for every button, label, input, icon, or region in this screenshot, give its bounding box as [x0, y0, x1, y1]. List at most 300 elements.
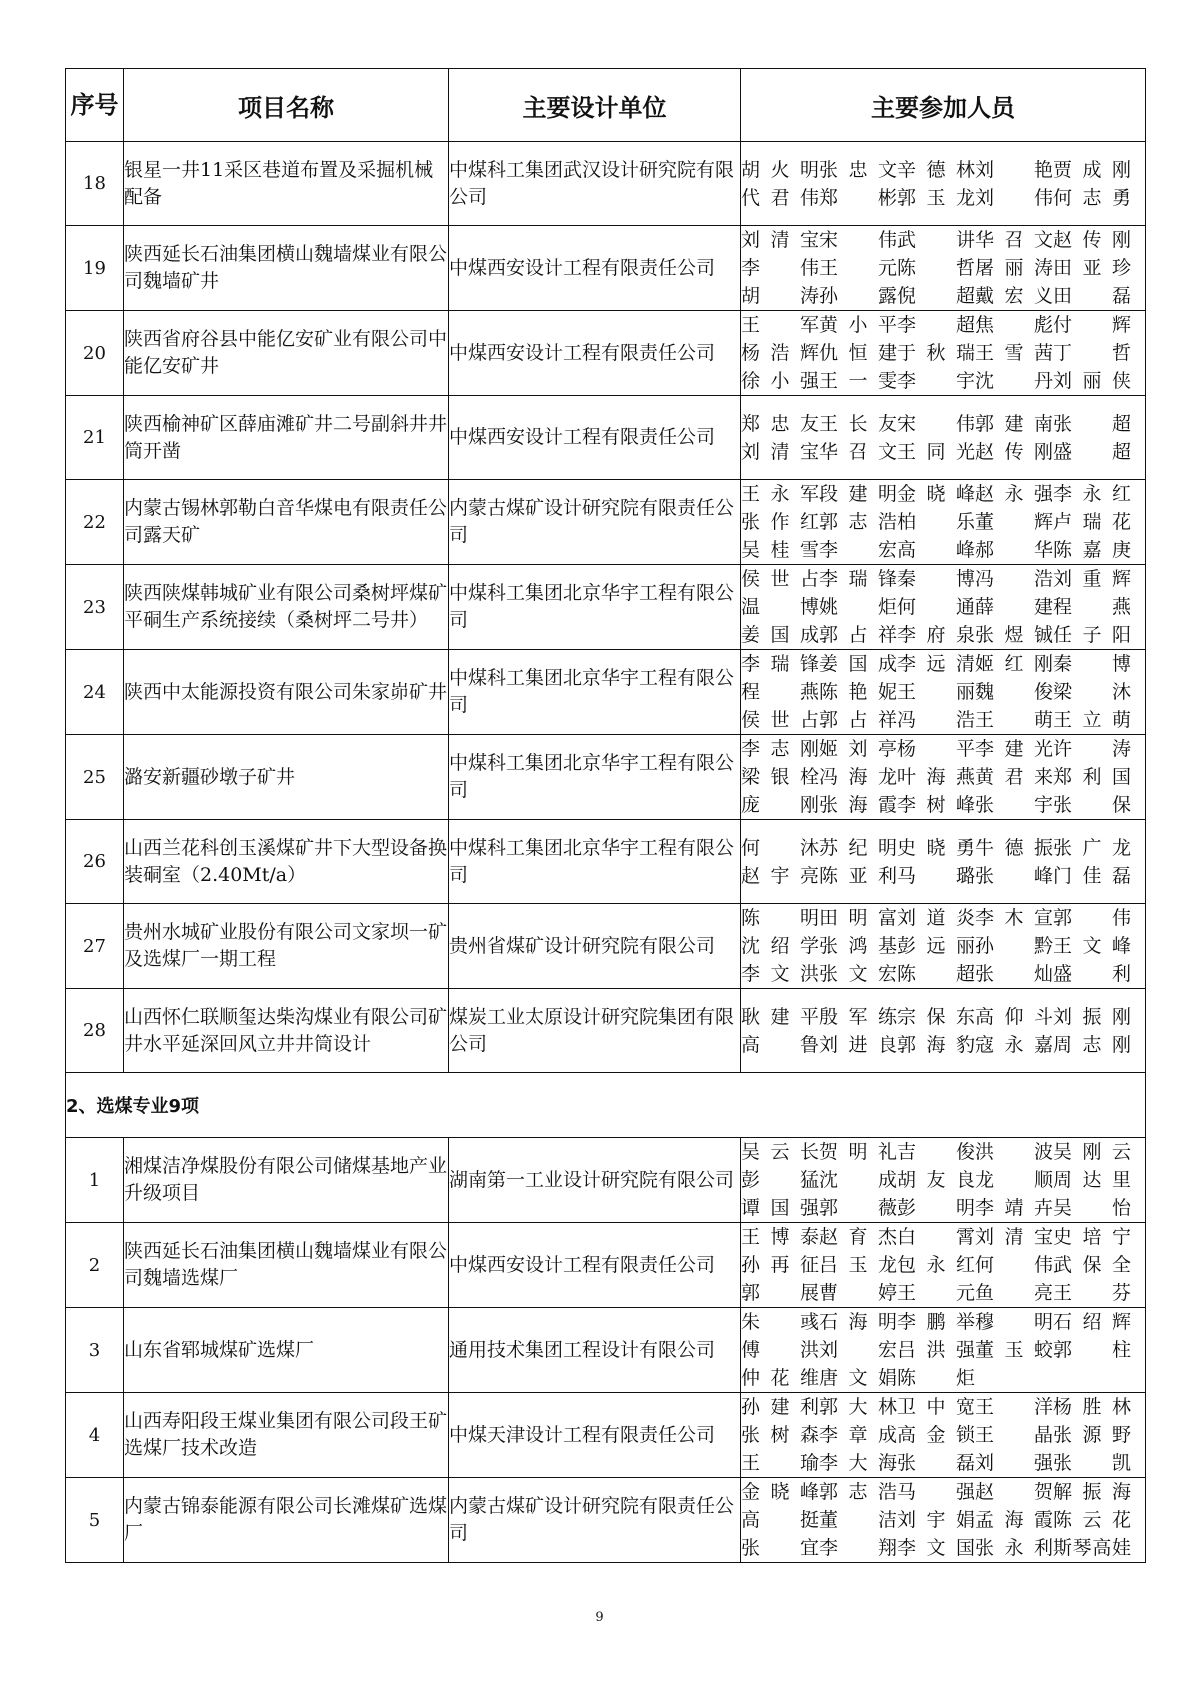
participant-name: 华召文	[975, 229, 1053, 251]
participant-name: 李鹏举	[897, 1311, 975, 1333]
participant-name: 陈艳妮	[819, 681, 897, 703]
row-number: 26	[66, 820, 124, 904]
participant-name: 张宇	[975, 794, 1053, 816]
participant-name: 辛德林	[897, 158, 975, 181]
participant-name: 焦彪	[975, 314, 1053, 336]
participant-name: 冯浩	[897, 709, 975, 731]
participant-name: 贾成刚	[1053, 158, 1131, 181]
participant-name: 李文国	[897, 1537, 975, 1559]
participant-name: 陈云花	[1053, 1509, 1131, 1531]
participant-name: 李文洪	[741, 963, 819, 985]
participant-name: 寇永嘉	[975, 1033, 1053, 1056]
participant-name: 郭薇	[819, 1197, 897, 1219]
participant-name: 董玉蛟	[975, 1339, 1053, 1361]
participant-name: 郭大林	[819, 1396, 897, 1418]
row-number: 18	[66, 142, 124, 226]
participant-name: 王元	[819, 257, 897, 279]
participant-name: 郝华	[975, 539, 1053, 561]
participant-name: 仇恒建	[819, 342, 897, 364]
design-unit: 中煤科工集团北京华宇工程有限公司	[449, 650, 741, 735]
participant-name: 张磊	[897, 1452, 975, 1474]
participant-name: 董洁	[819, 1509, 897, 1531]
participant-name: 卫中宽	[897, 1396, 975, 1418]
table-row	[66, 565, 1146, 650]
participant-name: 王瑜	[741, 1452, 819, 1474]
participants	[741, 226, 1146, 311]
participant-name: 王萌	[975, 709, 1053, 731]
participant-name: 秦博	[1053, 653, 1131, 675]
participant-name: 石绍辉	[1053, 1311, 1131, 1333]
participant-name: 秦博	[897, 568, 975, 590]
table-row	[66, 735, 1146, 820]
row-number: 2	[66, 1223, 124, 1308]
table-row	[66, 1138, 1146, 1223]
participant-name: 金晓峰	[741, 1481, 819, 1503]
table-row	[66, 1308, 1146, 1393]
participant-name: 梁沐	[1053, 681, 1131, 703]
participant-name: 王同光	[897, 440, 975, 463]
participant-name: 吴云长	[741, 1141, 819, 1163]
participant-name: 刘进良	[819, 1033, 897, 1056]
design-unit: 中煤科工集团北京华宇工程有限公司	[449, 735, 741, 820]
participant-name: 宋伟	[819, 229, 897, 251]
design-unit: 内蒙古煤矿设计研究院有限责任公司	[449, 480, 741, 565]
participants	[741, 311, 1146, 396]
project-name: 银星一井11采区巷道布置及采掘机械配备	[124, 142, 449, 226]
participant-name: 郑利国	[1053, 766, 1131, 788]
project-name: 内蒙古锡林郭勒白音华煤电有限责任公司露天矿	[124, 480, 449, 565]
design-unit: 中煤科工集团北京华宇工程有限公司	[449, 820, 741, 904]
participant-name: 王丽	[897, 681, 975, 703]
design-unit: 中煤西安设计工程有限责任公司	[449, 311, 741, 396]
project-name: 山西寿阳段王煤业集团有限公司段王矿选煤厂技术改造	[124, 1393, 449, 1478]
design-unit: 中煤天津设计工程有限责任公司	[449, 1393, 741, 1478]
participant-name: 史晓勇	[897, 836, 975, 859]
participant-name: 陈嘉庚	[1053, 539, 1131, 561]
participant-name: 曹婷	[819, 1282, 897, 1304]
participant-name: 李府泉	[897, 624, 975, 646]
participant-name: 贺明礼	[819, 1141, 897, 1163]
participant-name: 何志勇	[1053, 186, 1131, 209]
participant-name: 王文峰	[1053, 935, 1131, 957]
row-number: 25	[66, 735, 124, 820]
participant-name: 何通	[897, 596, 975, 618]
award-table	[65, 68, 1146, 1563]
participant-name: 武保全	[1053, 1254, 1131, 1276]
row-number: 20	[66, 311, 124, 396]
participant-name: 郑彬	[819, 186, 897, 209]
participant-name: 宗保东	[897, 1005, 975, 1028]
participant-name: 李靖卉	[975, 1197, 1053, 1219]
participants	[741, 480, 1146, 565]
participant-name: 薛建	[975, 596, 1053, 618]
table-row	[66, 480, 1146, 565]
participant-name: 李永红	[1053, 483, 1131, 505]
participant-name: 马强	[897, 1481, 975, 1503]
table-row	[66, 396, 1146, 480]
participant-name: 刘道炎	[897, 907, 975, 929]
participant-name: 张作红	[741, 511, 819, 533]
participant-name: 刘清宝	[975, 1226, 1053, 1248]
participant-name: 温博	[741, 596, 819, 618]
participant-name: 吕玉龙	[819, 1254, 897, 1276]
design-unit: 中煤西安设计工程有限责任公司	[449, 226, 741, 311]
participant-name: 侯世占	[741, 568, 819, 590]
participant-name: 沈丹	[975, 370, 1053, 392]
design-unit: 通用技术集团工程设计有限公司	[449, 1308, 741, 1393]
participant-name: 张树森	[741, 1424, 819, 1446]
participant-name: 金晓峰	[897, 483, 975, 505]
participant-name: 吴怡	[1053, 1197, 1131, 1219]
participant-name: 李宇	[897, 370, 975, 392]
row-number: 1	[66, 1138, 124, 1223]
participant-name: 陈亚利	[819, 864, 897, 887]
participant-name: 郭海豹	[897, 1033, 975, 1056]
participant-name: 戴宏义	[975, 285, 1053, 307]
participant-name: 斯琴高娃	[1053, 1537, 1131, 1559]
participant-name: 孙露	[819, 285, 897, 307]
participant-name: 郭柱	[1053, 1339, 1131, 1361]
participant-name: 孟海霞	[975, 1509, 1053, 1531]
participant-name: 刘强	[975, 1452, 1053, 1474]
participant-name: 张凯	[1053, 1452, 1131, 1474]
participant-name: 刘丽侠	[1053, 370, 1131, 392]
participant-name: 何伟	[975, 1254, 1053, 1276]
participant-name: 王军	[741, 314, 819, 336]
participant-name: 李木宣	[975, 907, 1053, 929]
participant-name: 倪超	[897, 285, 975, 307]
section-title: 2、选煤专业9项	[66, 1073, 1146, 1138]
participant-name: 张煜铖	[975, 624, 1053, 646]
table-row	[66, 820, 1146, 904]
row-number: 21	[66, 396, 124, 480]
participant-name: 彭猛	[741, 1169, 819, 1191]
participant-name: 殷军练	[819, 1005, 897, 1028]
table-row	[66, 989, 1146, 1073]
participant-name: 董辉	[975, 511, 1053, 533]
participant-name: 任子阳	[1053, 624, 1131, 646]
participant-name: 李远清	[897, 653, 975, 675]
participant-name: 刘清宝	[741, 440, 819, 463]
participant-name: 郭占祥	[819, 709, 897, 731]
participant-name: 王芬	[1053, 1282, 1131, 1304]
project-name: 湘煤洁净煤股份有限公司储煤基地产业升级项目	[124, 1138, 449, 1223]
participant-name: 刘宏	[819, 1339, 897, 1361]
participant-name: 周志刚	[1053, 1033, 1131, 1056]
participants	[741, 142, 1146, 226]
participant-name: 李超	[897, 314, 975, 336]
participant-name: 张超	[1053, 412, 1131, 435]
participant-name: 刘重辉	[1053, 568, 1131, 590]
participant-name: 黄君来	[975, 766, 1053, 788]
participant-name: 叶海燕	[897, 766, 975, 788]
participant-name: 姜国成	[819, 653, 897, 675]
participant-name: 张文宏	[819, 963, 897, 985]
participant-name: 吴刚云	[1053, 1141, 1131, 1163]
participant-name: 彭明	[897, 1197, 975, 1219]
participant-name: 屠丽涛	[975, 257, 1053, 279]
participant-name: 孙再征	[741, 1254, 819, 1276]
participant-name: 赵传刚	[975, 440, 1053, 463]
participant-name: 盛超	[1053, 440, 1131, 463]
design-unit: 贵州省煤矿设计研究院有限公司	[449, 904, 741, 989]
participant-name: 赵永强	[975, 483, 1053, 505]
participant-name: 耿建平	[741, 1005, 819, 1028]
participant-name: 王永军	[741, 483, 819, 505]
table-row	[66, 1393, 1146, 1478]
participant-name: 于秋瑞	[897, 342, 975, 364]
participant-name: 刘清宝	[741, 229, 819, 251]
participant-name: 高鲁	[741, 1033, 819, 1056]
participant-name: 刘宇娟	[897, 1509, 975, 1531]
participant-name: 杨浩辉	[741, 342, 819, 364]
project-name: 内蒙古锦泰能源有限公司长滩煤矿选煤厂	[124, 1478, 449, 1563]
participant-name: 赵育杰	[819, 1226, 897, 1248]
header-num: 序号	[66, 69, 124, 142]
participant-name: 张源野	[1053, 1424, 1131, 1446]
participants	[741, 565, 1146, 650]
participant-name: 许涛	[1053, 738, 1131, 760]
participants	[741, 989, 1146, 1073]
participants	[741, 735, 1146, 820]
participant-name: 盛利	[1053, 963, 1131, 985]
participant-name: 代君伟	[741, 186, 819, 209]
participant-name: 高金锁	[897, 1424, 975, 1446]
design-unit: 中煤西安设计工程有限责任公司	[449, 396, 741, 480]
participant-name: 鱼亮	[975, 1282, 1053, 1304]
participant-name: 段建明	[819, 483, 897, 505]
participants	[741, 1138, 1146, 1223]
participant-name: 陈明	[741, 907, 819, 929]
section-row	[66, 1073, 1146, 1138]
participant-name: 吉俊	[897, 1141, 975, 1163]
participant-name: 宋伟	[897, 412, 975, 435]
participant-name: 卢瑞花	[1053, 511, 1131, 533]
participant-name: 侯世占	[741, 709, 819, 731]
participant-name: 程燕	[741, 681, 819, 703]
participant-name: 刘艳	[975, 158, 1053, 181]
participant-name: 王博泰	[741, 1226, 819, 1248]
participant-name: 彭远丽	[897, 935, 975, 957]
table-body-mining	[66, 142, 1146, 1073]
design-unit: 中煤西安设计工程有限责任公司	[449, 1223, 741, 1308]
participant-name: 武讲	[897, 229, 975, 251]
participant-name: 张保	[1053, 794, 1131, 816]
participant-name: 张灿	[975, 963, 1053, 985]
project-name: 陕西陕煤韩城矿业有限公司桑树坪煤矿平硐生产系统接续（桑树坪二号井）	[124, 565, 449, 650]
participant-name: 马璐	[897, 864, 975, 887]
participant-name: 解振海	[1053, 1481, 1131, 1503]
participant-name: 陈炬	[897, 1367, 975, 1389]
participants	[741, 820, 1146, 904]
header-name: 项目名称	[124, 69, 449, 142]
design-unit: 湖南第一工业设计研究院有限公司	[449, 1138, 741, 1223]
participant-name: 张宜	[741, 1537, 819, 1559]
participant-name: 王洋	[975, 1396, 1053, 1418]
participant-name: 冯海龙	[819, 766, 897, 788]
participant-name: 王长友	[819, 412, 897, 435]
participant-name: 孙黔	[975, 935, 1053, 957]
participant-name: 沈成	[819, 1169, 897, 1191]
row-number: 3	[66, 1308, 124, 1393]
participant-name: 姜国成	[741, 624, 819, 646]
table-row	[66, 1478, 1146, 1563]
participant-name: 沈绍学	[741, 935, 819, 957]
participant-name: 张永利	[975, 1537, 1053, 1559]
participant-name: 赵贺	[975, 1481, 1053, 1503]
participant-name: 石海明	[819, 1311, 897, 1333]
participant-name: 朱彧	[741, 1311, 819, 1333]
participant-name: 王立萌	[1053, 709, 1131, 731]
participant-name: 姚炬	[819, 596, 897, 618]
participant-name: 赵传刚	[1053, 229, 1131, 251]
participant-name: 田磊	[1053, 285, 1131, 307]
participant-name: 李瑞锋	[819, 568, 897, 590]
participant-name: 吕洪强	[897, 1339, 975, 1361]
participants	[741, 1478, 1146, 1563]
project-name: 山西怀仁联顺玺达柴沟煤业有限公司矿井水平延深回风立井井筒设计	[124, 989, 449, 1073]
participant-name: 庞刚	[741, 794, 819, 816]
participants	[741, 1308, 1146, 1393]
participant-name: 王一雯	[819, 370, 897, 392]
participant-name: 郭占祥	[819, 624, 897, 646]
row-number: 28	[66, 989, 124, 1073]
participant-name: 柏乐	[897, 511, 975, 533]
participant-name: 白霄	[897, 1226, 975, 1248]
participant-name: 郭志浩	[819, 511, 897, 533]
participant-name: 王雪茜	[975, 342, 1053, 364]
table-row	[66, 142, 1146, 226]
row-number: 4	[66, 1393, 124, 1478]
participant-name: 洪波	[975, 1141, 1053, 1163]
participants	[741, 1393, 1146, 1478]
table-row	[66, 311, 1146, 396]
project-name: 陕西延长石油集团横山魏墙煤业有限公司魏墙矿井	[124, 226, 449, 311]
table-header-row	[66, 69, 1146, 142]
participant-name: 包永红	[897, 1254, 975, 1276]
participant-name: 郭建南	[975, 412, 1053, 435]
participants	[741, 396, 1146, 480]
participant-name: 张鸿基	[819, 935, 897, 957]
participant-name: 李建光	[975, 738, 1053, 760]
row-number: 19	[66, 226, 124, 311]
project-name: 贵州水城矿业股份有限公司文家坝一矿及选煤厂一期工程	[124, 904, 449, 989]
participant-name: 谭国强	[741, 1197, 819, 1219]
participant-name: 张广龙	[1053, 836, 1131, 859]
participant-name: 仲花维	[741, 1367, 819, 1389]
project-name: 陕西延长石油集团横山魏墙煤业有限公司魏墙选煤厂	[124, 1223, 449, 1308]
participant-name: 何沐	[741, 836, 819, 859]
participant-name: 李伟	[741, 257, 819, 279]
participant-name: 郭玉龙	[897, 186, 975, 209]
participant-name: 姬刘亭	[819, 738, 897, 760]
project-name: 陕西榆神矿区薛庙滩矿井二号副斜井井筒开凿	[124, 396, 449, 480]
participant-name: 唐文娟	[819, 1367, 897, 1389]
row-number: 23	[66, 565, 124, 650]
participant-name: 龙顺	[975, 1169, 1053, 1191]
participant-name: 刘伟	[975, 186, 1053, 209]
table-row	[66, 226, 1146, 311]
participant-name: 苏纪明	[819, 836, 897, 859]
project-name: 山东省郓城煤矿选煤厂	[124, 1308, 449, 1393]
participant-name: 梁银栓	[741, 766, 819, 788]
project-name: 山西兰花科创玉溪煤矿井下大型设备换装硐室（2.40Mt/a）	[124, 820, 449, 904]
design-unit: 中煤科工集团武汉设计研究院有限公司	[449, 142, 741, 226]
design-unit: 中煤科工集团北京华宇工程有限公司	[449, 565, 741, 650]
participant-name: 郭伟	[1053, 907, 1131, 929]
participant-name: 王晶	[975, 1424, 1053, 1446]
participant-name: 付辉	[1053, 314, 1131, 336]
participant-name: 陈超	[897, 963, 975, 985]
participant-name: 李树峰	[897, 794, 975, 816]
row-number: 22	[66, 480, 124, 565]
participants	[741, 904, 1146, 989]
participant-name: 华召文	[819, 440, 897, 463]
participant-name: 陈哲	[897, 257, 975, 279]
participant-name: 牛德振	[975, 836, 1053, 859]
participant-name: 胡涛	[741, 285, 819, 307]
participant-name: 赵宇亮	[741, 864, 819, 887]
participant-name: 吴桂雪	[741, 539, 819, 561]
participant-name: 周达里	[1053, 1169, 1131, 1191]
table-row	[66, 650, 1146, 735]
participants	[741, 650, 1146, 735]
participant-name: 傅洪	[741, 1339, 819, 1361]
participant-name: 胡友良	[897, 1169, 975, 1191]
row-number: 27	[66, 904, 124, 989]
project-name: 潞安新疆砂墩子矿井	[124, 735, 449, 820]
participant-name: 郑忠友	[741, 412, 819, 435]
participant-name: 李章成	[819, 1424, 897, 1446]
participant-name: 张峰	[975, 864, 1053, 887]
participant-name: 丁哲	[1053, 342, 1131, 364]
participant-name: 杨平	[897, 738, 975, 760]
header-unit: 主要设计单位	[449, 69, 741, 142]
table-row	[66, 904, 1146, 989]
participant-name: 田亚珍	[1053, 257, 1131, 279]
participant-name: 黄小平	[819, 314, 897, 336]
participant-name: 史培宁	[1053, 1226, 1131, 1248]
participant-name: 高挺	[741, 1509, 819, 1531]
participant-name: 张忠文	[819, 158, 897, 181]
participant-name: 田明富	[819, 907, 897, 929]
table-body-coal-prep	[66, 1138, 1146, 1563]
participant-name: 孙建利	[741, 1396, 819, 1418]
participant-name: 高峰	[897, 539, 975, 561]
participant-name: 穆明	[975, 1311, 1053, 1333]
participant-name: 姬红刚	[975, 653, 1053, 675]
participant-name: 刘振刚	[1053, 1005, 1131, 1028]
participant-name: 李宏	[819, 539, 897, 561]
participant-name: 胡火明	[741, 158, 819, 181]
header-people: 主要参加人员	[741, 69, 1146, 142]
participant-name: 郭展	[741, 1282, 819, 1304]
participant-name: 杨胜林	[1053, 1396, 1131, 1418]
participant-name: 程燕	[1053, 596, 1131, 618]
row-number: 24	[66, 650, 124, 735]
table-row	[66, 1223, 1146, 1308]
participants	[741, 1223, 1146, 1308]
participant-name: 李翔	[819, 1537, 897, 1559]
participant-name: 李志刚	[741, 738, 819, 760]
participant-name: 王元	[897, 1282, 975, 1304]
design-unit: 煤炭工业太原设计研究院集团有限公司	[449, 989, 741, 1073]
project-name: 陕西中太能源投资有限公司朱家峁矿井	[124, 650, 449, 735]
participant-name: 徐小强	[741, 370, 819, 392]
participant-name: 郭志浩	[819, 1481, 897, 1503]
design-unit: 内蒙古煤矿设计研究院有限责任公司	[449, 1478, 741, 1563]
participant-name: 魏俊	[975, 681, 1053, 703]
